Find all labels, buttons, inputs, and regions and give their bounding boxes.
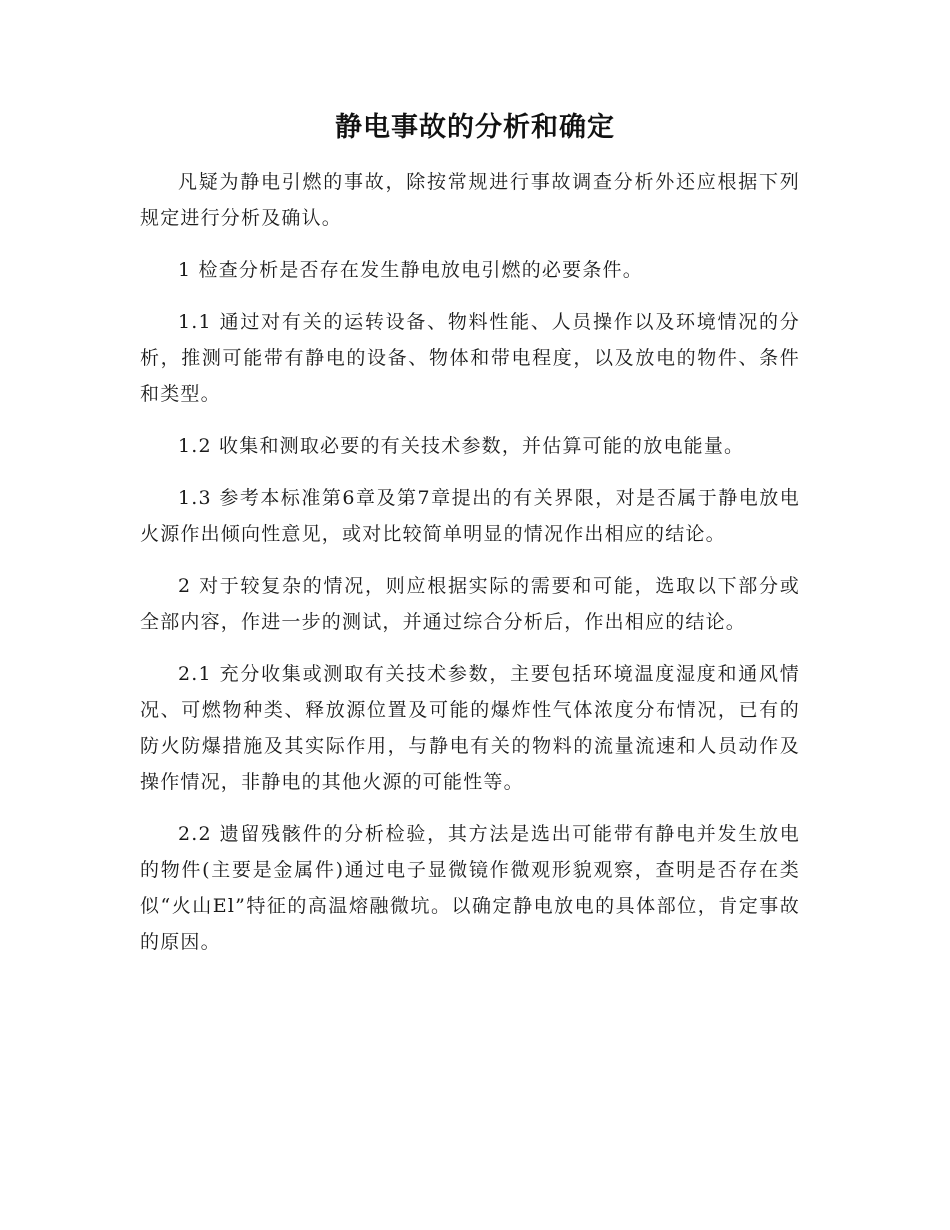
- paragraph-section-2-1: 2.1 充分收集或测取有关技术参数，主要包括环境温度湿度和通风情况、可燃物种类、释放源位置及可能的爆炸性气体浓度分布情况，已有的防火防爆措施及其实际作用，与静电有关的物料的流量流速和人员动作及操作情况，非静电的其他火源的可能性等。: [140, 663, 800, 793]
- paragraph-section-1: 1 检查分析是否存在发生静电放电引燃的必要条件。: [178, 259, 643, 281]
- document-body: [140, 164, 800, 976]
- paragraph-section-1-2: 1.2 收集和测取必要的有关技术参数，并估算可能的放电能量。: [178, 435, 745, 457]
- paragraph-intro: 凡疑为静电引燃的事故，除按常规进行事故调查分析外还应根据下列规定进行分析及确认。: [140, 171, 800, 229]
- paragraph-section-2-2: 2.2 遗留残骸件的分析检验，其方法是选出可能带有静电并发生放电的物件(主要是金属件)通过电子显微镜作微观形貌观察，查明是否存在类似“火山El”特征的高温熔融微坑。以确定静电放电的具体部位，肯定事故的原因。: [140, 823, 800, 953]
- paragraph-section-1-3: 1.3 参考本标准第6章及第7章提出的有关界限，对是否属于静电放电火源作出倾向性意见，或对比较简单明显的情况作出相应的结论。: [140, 487, 800, 545]
- document-title: 静电事故的分析和确定: [335, 112, 615, 143]
- paragraph-section-2: 2 对于较复杂的情况，则应根据实际的需要和可能，选取以下部分或全部内容，作进一步的测试，并通过综合分析后，作出相应的结论。: [140, 575, 800, 633]
- paragraph-section-1-1: 1.1 通过对有关的运转设备、物料性能、人员操作以及环境情况的分析，推测可能带有静电的设备、物体和带电程度，以及放电的物件、条件和类型。: [140, 311, 800, 405]
